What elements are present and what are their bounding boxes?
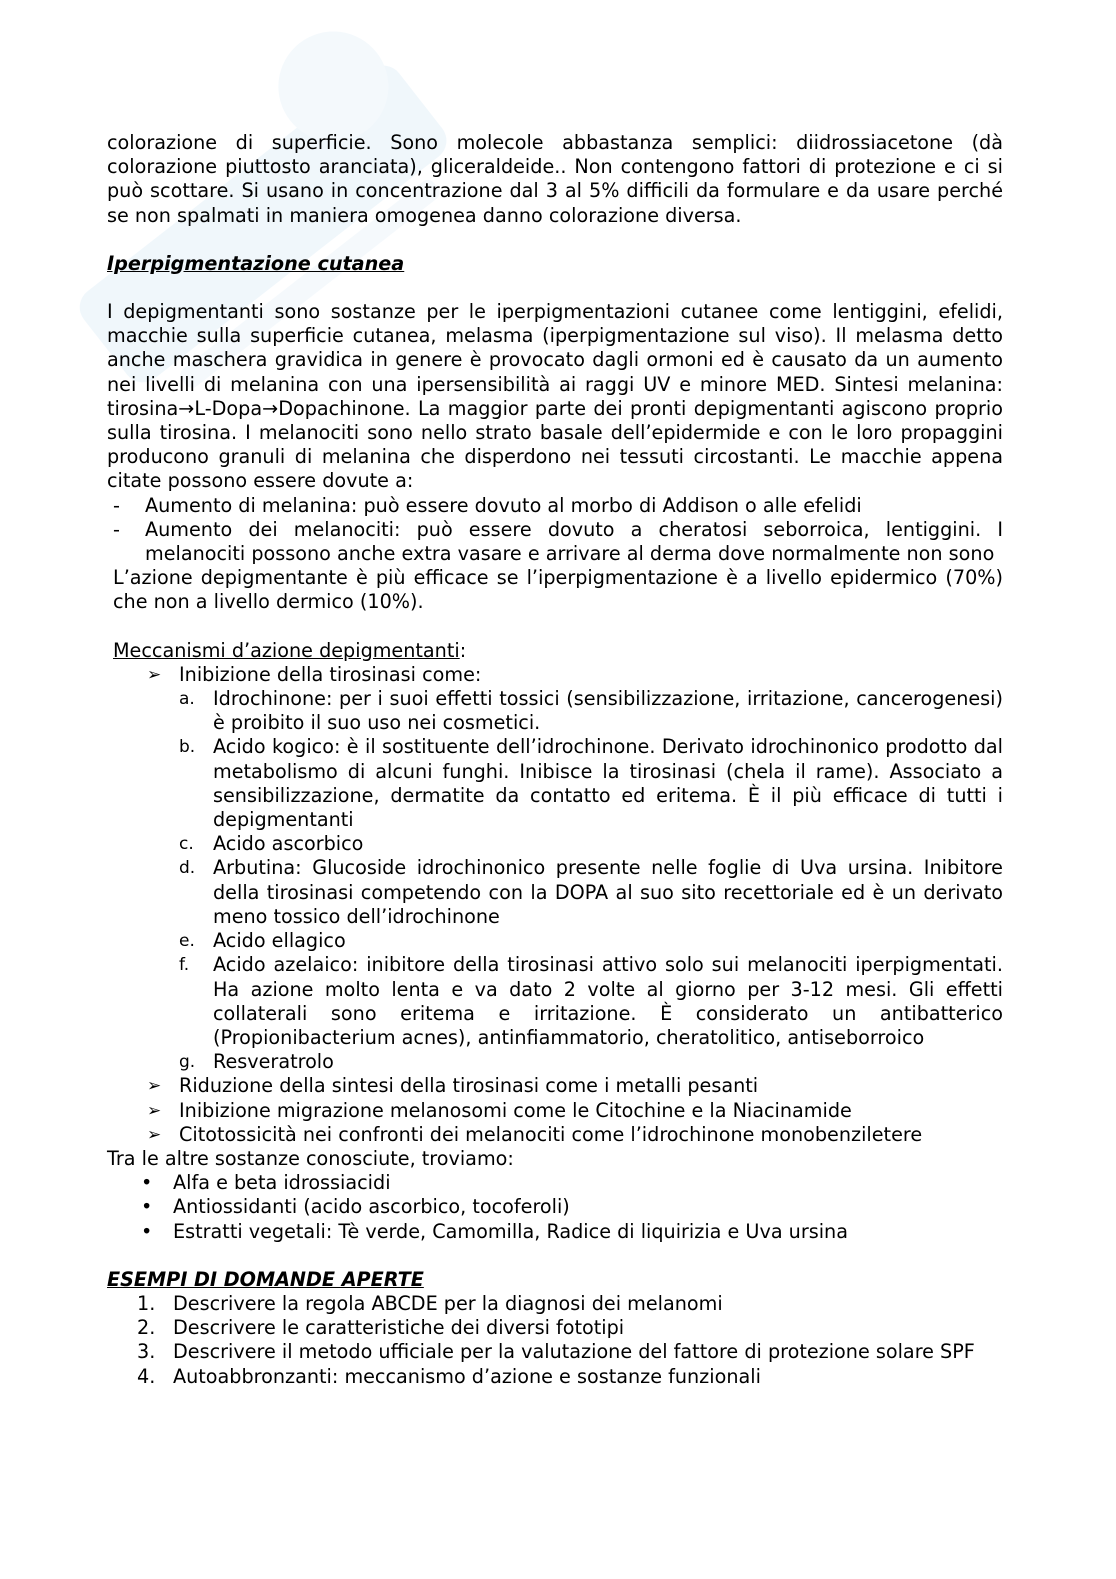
questions-list xyxy=(107,1292,1003,1389)
other-substances-list xyxy=(107,1171,1003,1244)
efficacy-paragraph: L’azione depigmentante è più efficace se l’iperpigmentazione è a livello epidermico (70%) che non a livello dermico (10%). xyxy=(113,566,1003,614)
mechanisms-list xyxy=(107,663,1003,1147)
bullet-icon: • xyxy=(141,1219,153,1243)
list-item: 3. Descrivere il metodo ufficiale per la valutazione del fattore di protezione solare SPF xyxy=(137,1340,975,1364)
list-item: 1. Descrivere la regola ABCDE per la diagnosi dei melanomi xyxy=(137,1291,723,1315)
arrow-bullet-icon: ➢ xyxy=(147,1124,162,1145)
bullet-icon: • xyxy=(141,1195,153,1219)
section-heading-iperpigmentazione: Iperpigmentazione cutanea xyxy=(107,251,405,275)
tyrosinase-inhibitors-list xyxy=(179,687,1003,1074)
mechanisms-label: Meccanismi d’azione depigmentanti: xyxy=(113,638,467,662)
list-item: a. Idrochinone: per i suoi effetti tossici (sensibilizzazione, irritazione, cancerogenesi) è proibito il suo uso nei cosmetici. xyxy=(179,687,1003,735)
causes-list xyxy=(107,494,1003,567)
intro-paragraph: colorazione di superficie. Sono molecole abbastanza semplici: diidrossiacetone (dà colorazione piuttosto aranciata), gliceraldeide.. Non contengono fattori di protezione e ci si può scottare. Si usano in concentrazione dal 3 al 5% difficili da formulare e da usare perché se non spalmati in maniera omogenea danno colorazione diversa. xyxy=(107,131,1003,227)
list-item: 2. Descrivere le caratteristiche dei diversi fototipi xyxy=(137,1316,625,1340)
list-item: c. Acido ascorbico xyxy=(179,832,364,856)
document-page xyxy=(107,131,1003,1389)
list-item: g. Resveratrolo xyxy=(179,1050,334,1074)
bullet-icon: • xyxy=(141,1171,153,1195)
section-heading-domande: ESEMPI DI DOMANDE APERTE xyxy=(107,1267,424,1291)
list-item: e. Acido ellagico xyxy=(179,929,346,953)
arrow-bullet-icon: ➢ xyxy=(147,1076,162,1097)
list-item: b. Acido kogico: è il sostituente dell’idrochinone. Derivato idrochinonico prodotto dal metabolismo di alcuni funghi. Inibisce la tirosinasi (chela il rame). Associato a sensibilizzazione, dermatite da contatto ed eritema. È il più efficace di tutti i depigmentanti xyxy=(179,735,1003,832)
list-item: 4. Autoabbronzanti: meccanismo d’azione e sostanze funzionali xyxy=(137,1364,761,1388)
list-item: d. Arbutina: Glucoside idrochinonico presente nelle foglie di Uva ursina. Inibitore della tirosinasi competendo con la DOPA al suo sito recettoriale ed è un derivato meno tossico dell’idrochinone xyxy=(179,856,1003,928)
list-item: - Aumento dei melanociti: può essere dovuto a cheratosi seborroica, lentiggini. I melanociti possono anche extra vasare e arrivare al derma dove normalmente non sono xyxy=(113,517,1003,566)
list-item: f. Acido azelaico: inibitore della tirosinasi attivo solo sui melanociti iperpigmentati. Ha azione molto lenta e va dato 2 volte al giorno per 3-12 mesi. Gli effetti collaterali sono eritema e irritazione. È considerato un antibatterico (Propionibacterium acnes), antinfiammatorio, cheratolitico, antiseborroico xyxy=(179,953,1003,1049)
list-item: ➢ Inibizione migrazione melanosomi come le Citochine e la Niacinamide xyxy=(147,1098,852,1122)
list-item: • Estratti vegetali: Tè verde, Camomilla, Radice di liquirizia e Uva ursina xyxy=(141,1219,848,1243)
arrow-bullet-icon: ➢ xyxy=(147,664,162,685)
list-item: • Alfa e beta idrossiacidi xyxy=(141,1171,391,1195)
arrow-bullet-icon: ➢ xyxy=(147,1100,162,1121)
depigmentanti-paragraph: I depigmentanti sono sostanze per le iperpigmentazioni cutanee come lentiggini, efelidi, macchie sulla superficie cutanea, melasma (iperpigmentazione sul viso). Il melasma detto anche maschera gravidica in genere è provocato dagli ormoni ed è causato da un aumento nei livelli di melanina con una ipersensibilità ai raggi UV e minore MED. Sintesi melanina: tirosina→L-Dopa→Dopachinone. La maggior parte dei pronti depigmentanti agiscono proprio sulla tirosina. I melanociti sono nello strato basale dell’epidermide e con le loro propaggini producono granuli di melanina che disperdono nei tessuti circostanti. Le macchie appena citate possono essere dovute a: xyxy=(107,300,1003,493)
list-item: - Aumento di melanina: può essere dovuto al morbo di Addison o alle efelidi xyxy=(113,493,862,517)
other-substances-intro: Tra le altre sostanze conosciute, troviamo: xyxy=(107,1146,514,1170)
list-item: • Antiossidanti (acido ascorbico, tocoferoli) xyxy=(141,1195,570,1219)
list-item: ➢ Riduzione della sintesi della tirosinasi come i metalli pesanti xyxy=(147,1074,759,1098)
list-item: ➢ Inibizione della tirosinasi come: a. Idrochinone: per i suoi effetti tossici (sensibilizzazione, irritazione, cancerogenesi) è proibito il suo uso nei cosmetici. b. Acido kogico: è il sostituente dell’idrochinone. Derivato idrochinonico prodotto dal metabolismo di alcuni funghi. Inibisce la tirosinasi (chela il rame). Associato a sensibilizzazione, dermatite da contatto ed eritema. È il più efficace di tutti i depigmentanti c. Acido ascorbico d. Arbutina: Glucoside idrochinonico presente nelle foglie di Uva ursina. Inibitore della tirosinasi competendo con la DOPA al suo sito recettoriale ed è un derivato meno tossico dell’idrochinone e. Acido ellagico f. Acido azelaico: inibitore della tirosinasi attivo solo sui melanociti iperpigmentati. Ha azione molto lenta e va dato 2 volte al giorno per 3-12 mesi. Gli effetti collaterali sono eritema e irritazione. È considerato un antibatterico (Propionibacterium acnes), antinfiammatorio, cheratolitico, antiseborroico g. Resveratrolo xyxy=(147,662,1003,1074)
list-item: ➢ Citotossicità nei confronti dei melanociti come l’idrochinone monobenziletere xyxy=(147,1122,923,1146)
